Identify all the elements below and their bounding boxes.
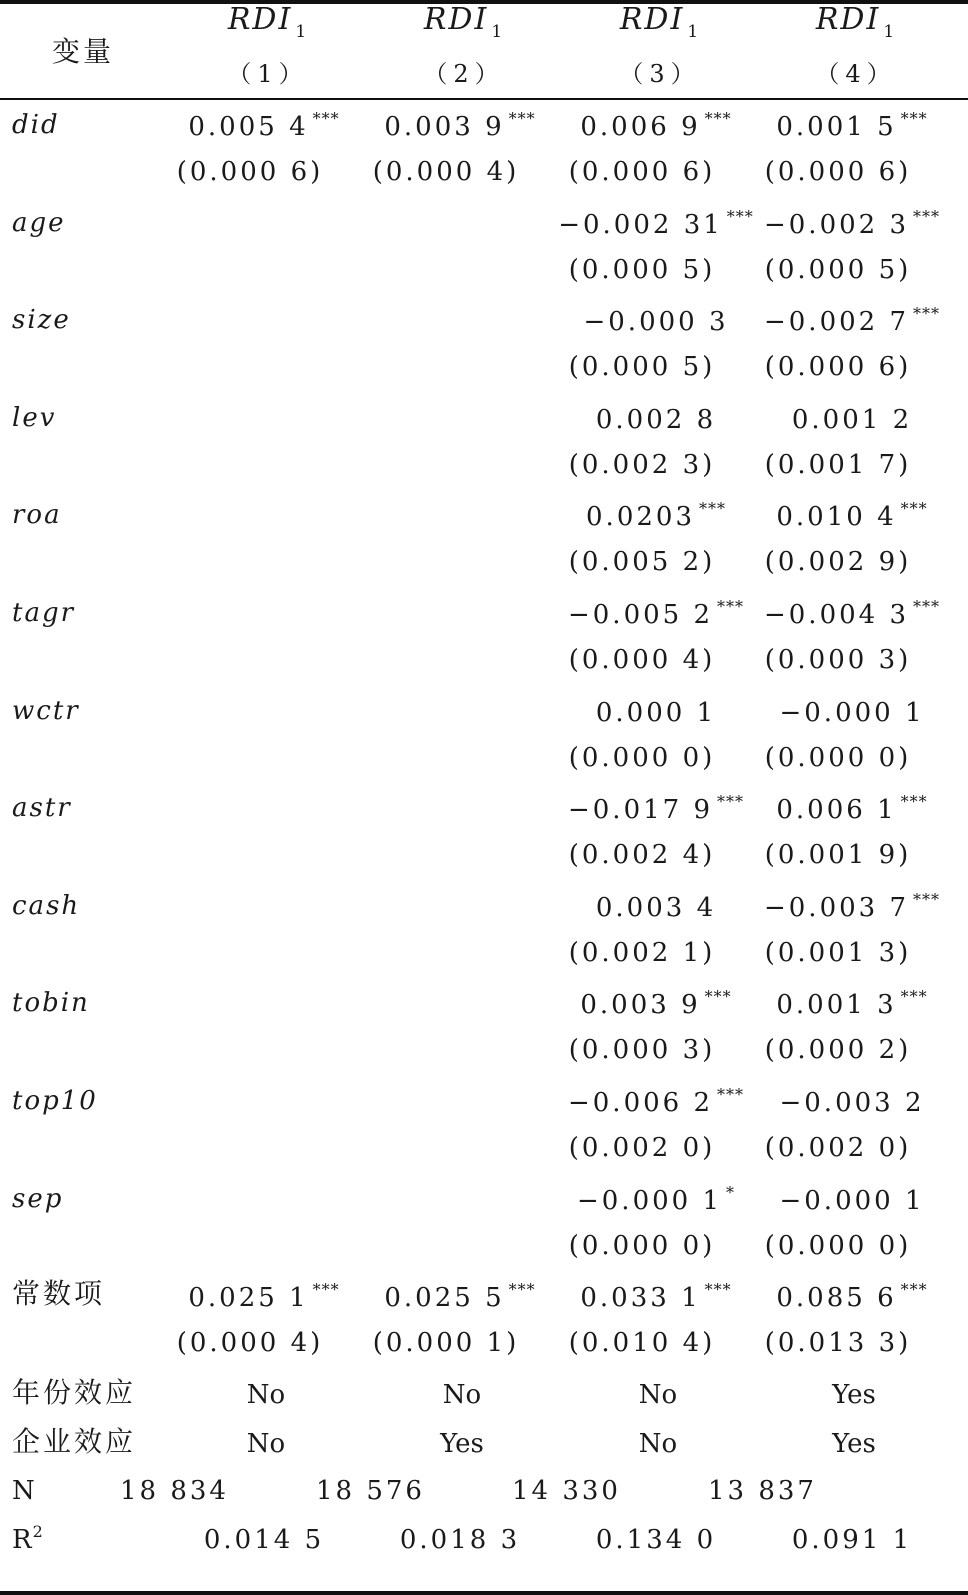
column-header-subscript: 1	[491, 22, 505, 42]
standard-error-cell: (0.000 0)	[764, 1230, 912, 1261]
standard-error-cell: (0.000 5)	[764, 254, 912, 285]
coefficient-cell	[776, 1280, 928, 1316]
coefficient-value: −0.003 2	[779, 1088, 925, 1118]
coefficient-value: 0.010 4	[776, 502, 897, 533]
coefficient-cell	[763, 304, 941, 340]
column-header-subscript: 1	[883, 22, 897, 42]
coefficient-value: 0.025 1	[188, 1283, 309, 1314]
significance-stars: ***	[508, 1280, 536, 1300]
coefficient-cell	[763, 889, 941, 926]
column-header-label: RDI	[423, 2, 489, 37]
significance-stars: ***	[726, 206, 754, 226]
standard-error-cell: (0.000 5)	[568, 254, 716, 285]
coefficient-cell	[776, 499, 928, 535]
coefficient-value: −0.002 7	[763, 307, 910, 338]
standard-error-cell: (0.000 6)	[176, 157, 324, 187]
coefficient-value: −0.000 1	[779, 1185, 925, 1216]
significance-stars: ***	[717, 597, 745, 616]
standard-error-cell: (0.000 5)	[568, 352, 716, 383]
standard-error-cell: (0.000 0)	[568, 1230, 716, 1261]
significance-stars: ***	[900, 1280, 928, 1300]
column-header-subscript: 1	[687, 22, 701, 42]
column-header-subscript: 1	[295, 22, 309, 42]
r2-value: 0.018 3	[399, 1525, 521, 1555]
variable-label: tagr	[12, 598, 76, 628]
variable-label: size	[12, 305, 71, 336]
significance-stars: ***	[717, 1085, 745, 1104]
coefficient-value: −0.006 2	[567, 1088, 714, 1118]
standard-error-cell: (0.000 0)	[568, 742, 716, 773]
standard-error-cell: (0.000 4)	[568, 645, 716, 675]
standard-error-cell: (0.000 3)	[764, 645, 912, 675]
coefficient-cell	[580, 987, 732, 1023]
standard-error-cell: (0.002 0)	[764, 1133, 912, 1163]
variable-label: sep	[12, 1183, 64, 1214]
standard-error-cell: (0.002 9)	[764, 547, 912, 578]
column-header-label: RDI	[619, 2, 685, 37]
significance-stars: ***	[913, 889, 941, 909]
standard-error-cell: (0.000 0)	[764, 742, 912, 773]
variable-label: cash	[12, 890, 81, 921]
n-label: N	[12, 1476, 35, 1506]
standard-error-cell: (0.000 6)	[764, 157, 912, 187]
column-header	[815, 2, 897, 42]
effect-value: No	[638, 1429, 678, 1459]
table-header-rule	[0, 98, 968, 100]
standard-error-cell: (0.013 3)	[764, 1328, 912, 1359]
effect-value: No	[442, 1380, 482, 1410]
effect-label: 企业效应	[12, 1425, 137, 1458]
significance-stars: ***	[913, 597, 941, 616]
coefficient-cell	[792, 405, 912, 435]
effect-value: No	[246, 1380, 286, 1410]
standard-error-cell: (0.000 4)	[176, 1328, 324, 1359]
variable-label: roa	[12, 500, 62, 531]
coefficient-cell	[779, 698, 924, 728]
coefficient-cell	[567, 792, 745, 828]
r2-value: 0.014 5	[203, 1525, 325, 1555]
variable-label: 常数项	[12, 1277, 106, 1311]
significance-stars: ***	[717, 792, 745, 812]
coefficient-cell	[596, 893, 716, 923]
coefficient-cell	[776, 792, 928, 828]
coefficient-value: −0.004 3	[763, 600, 910, 630]
column-index: （3）	[619, 60, 701, 88]
coefficient-value: 0.085 6	[776, 1283, 897, 1314]
coefficient-value: 0.000 1	[595, 697, 717, 728]
coefficient-value: −0.002 3	[763, 209, 910, 240]
coefficient-value: 0.033 1	[580, 1283, 701, 1314]
standard-error-cell: (0.000 6)	[568, 157, 716, 187]
table-bottom-rule	[0, 1591, 968, 1595]
column-header	[423, 2, 505, 42]
standard-error-cell: (0.002 0)	[568, 1133, 716, 1163]
effect-value: Yes	[832, 1429, 876, 1459]
coefficient-value: −0.002 31	[558, 209, 723, 240]
significance-stars: ***	[508, 109, 536, 128]
significance-stars: ***	[900, 109, 928, 128]
header-variable-label: 变量	[52, 35, 115, 68]
significance-stars: ***	[913, 304, 941, 324]
coefficient-value: 0.0203	[586, 502, 695, 533]
significance-stars: ***	[312, 109, 340, 128]
standard-error-cell: (0.000 1)	[372, 1328, 520, 1359]
variable-label: astr	[12, 793, 72, 824]
coefficient-value: 0.001 2	[791, 404, 913, 435]
r2-label-text: R	[12, 1525, 32, 1555]
coefficient-cell	[384, 1280, 536, 1316]
effect-value: No	[246, 1429, 286, 1459]
effect-label: 年份效应	[12, 1376, 137, 1409]
coefficient-value: −0.005 2	[567, 600, 714, 630]
column-index: （4）	[815, 60, 897, 88]
significance-stars: ***	[900, 792, 928, 812]
coefficient-cell	[596, 698, 716, 728]
coefficient-value: 0.003 9	[580, 990, 701, 1021]
effect-value: Yes	[440, 1429, 484, 1459]
r2-value: 0.091 1	[791, 1525, 913, 1555]
coefficient-cell	[763, 597, 941, 633]
coefficient-cell	[188, 109, 340, 145]
standard-error-cell: (0.001 3)	[764, 937, 912, 968]
coefficient-cell	[596, 405, 716, 435]
coefficient-value: 0.001 5	[776, 112, 897, 142]
column-index: （1）	[227, 60, 309, 88]
effect-value: Yes	[832, 1380, 876, 1410]
standard-error-cell: (0.010 4)	[568, 1328, 716, 1359]
standard-error-cell: (0.000 6)	[764, 352, 912, 383]
standard-error-cell: (0.000 4)	[372, 157, 520, 187]
significance-stars: ***	[704, 987, 732, 1007]
variable-label: tobin	[12, 988, 90, 1019]
coefficient-value: −0.000 3	[583, 307, 729, 338]
column-header-label: RDI	[815, 2, 881, 37]
coefficient-value: 0.006 1	[776, 795, 897, 826]
r2-value: 0.134 0	[595, 1525, 717, 1555]
coefficient-cell	[779, 1088, 924, 1118]
r2-label-superscript: 2	[32, 1522, 44, 1541]
variable-label: did	[12, 110, 60, 140]
standard-error-cell: (0.002 3)	[568, 449, 716, 480]
coefficient-value: −0.000 1	[779, 697, 925, 728]
standard-error-cell: (0.000 3)	[568, 1035, 716, 1066]
coefficient-value: 0.006 9	[580, 112, 701, 142]
column-header	[227, 2, 309, 42]
coefficient-cell	[779, 1186, 924, 1216]
coefficient-cell	[580, 109, 732, 145]
coefficient-cell	[580, 1280, 732, 1316]
column-index: （2）	[423, 60, 505, 88]
standard-error-cell: (0.001 9)	[764, 840, 912, 871]
coefficient-cell	[583, 307, 728, 337]
coefficient-value: 0.003 4	[595, 892, 717, 923]
significance-stars: *	[726, 1182, 736, 1202]
n-value: 18 576	[316, 1476, 425, 1506]
significance-stars: ***	[312, 1280, 340, 1300]
column-header-label: RDI	[227, 2, 293, 37]
significance-stars: ***	[704, 109, 732, 128]
coefficient-cell	[567, 1085, 745, 1121]
variable-label: top10	[12, 1086, 98, 1116]
coefficient-value: −0.003 7	[763, 892, 910, 923]
variable-label: wctr	[12, 695, 80, 726]
standard-error-cell: (0.000 2)	[764, 1035, 912, 1066]
coefficient-value: 0.005 4	[188, 112, 309, 142]
n-value: 13 837	[708, 1476, 817, 1506]
significance-stars: ***	[900, 987, 928, 1007]
coefficient-value: 0.003 9	[384, 112, 505, 142]
effect-value: No	[638, 1380, 678, 1410]
coefficient-value: −0.000 1	[576, 1185, 723, 1216]
n-value: 14 330	[512, 1476, 621, 1506]
coefficient-value: −0.017 9	[567, 795, 714, 826]
coefficient-cell	[558, 206, 754, 243]
coefficient-cell	[763, 206, 941, 243]
coefficient-cell	[776, 987, 928, 1023]
coefficient-cell	[586, 499, 726, 535]
coefficient-value: 0.025 5	[384, 1283, 505, 1314]
standard-error-cell: (0.005 2)	[568, 547, 716, 578]
significance-stars: ***	[900, 499, 928, 519]
variable-label: age	[12, 207, 66, 238]
r2-label	[12, 1522, 44, 1558]
coefficient-cell	[567, 597, 745, 633]
standard-error-cell: (0.002 4)	[568, 840, 716, 871]
variable-label: lev	[12, 402, 57, 433]
coefficient-cell	[776, 109, 928, 145]
coefficient-cell	[188, 1280, 340, 1316]
column-header	[619, 2, 701, 42]
standard-error-cell: (0.002 1)	[568, 937, 716, 968]
n-value: 18 834	[120, 1476, 229, 1506]
significance-stars: ***	[913, 206, 941, 226]
coefficient-value: 0.002 8	[595, 404, 717, 435]
standard-error-cell: (0.001 7)	[764, 449, 912, 480]
significance-stars: ***	[698, 499, 726, 519]
significance-stars: ***	[704, 1280, 732, 1300]
coefficient-cell	[576, 1182, 736, 1219]
coefficient-value: 0.001 3	[776, 990, 897, 1021]
coefficient-cell	[384, 109, 536, 145]
